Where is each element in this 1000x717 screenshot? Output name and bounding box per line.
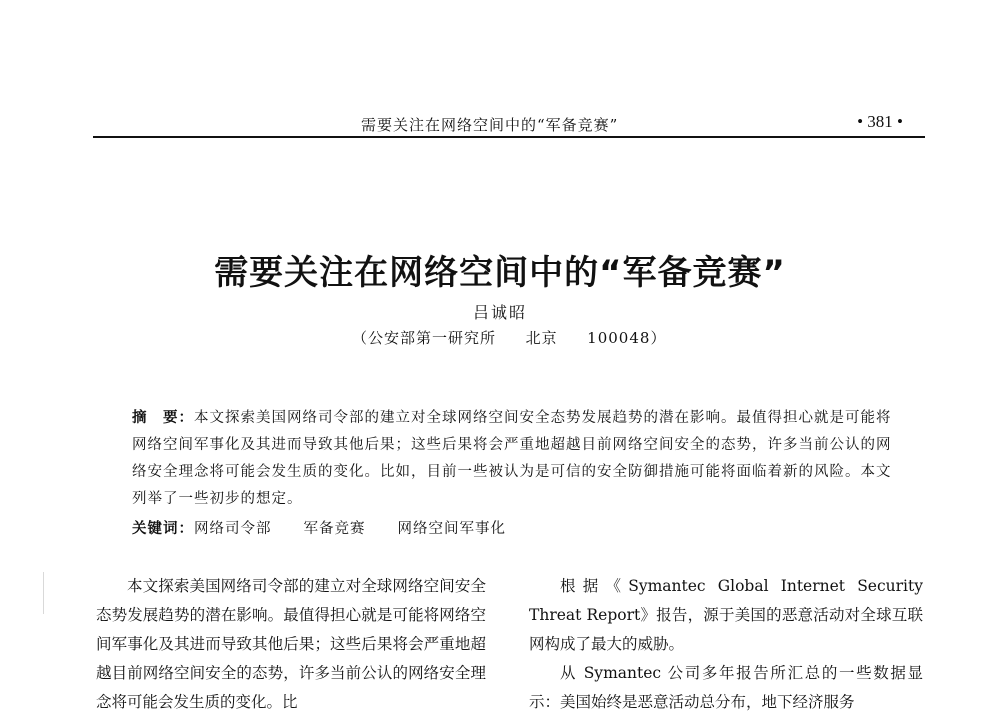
affiliation-city: 北京 [525,329,558,347]
affiliation-postal-code: 100048 [587,329,651,347]
keyword-arms-race: 军备竞赛 [303,521,366,537]
abstract-text: 本文探索美国网络司令部的建立对全球网络空间安全态势发展趋势的潜在影响。最值得担心就是可能将网络空间军事化及其进而导致其他后果；这些后果将会严重地超越目前网络空间安全的态势，许多当前公认的网络安全理念将可能会发生质的变化。比如，目前一些被认为是可信的安全防御措施可能将面临着新的风险。本文列举了一些初步的想定。 [132,410,892,507]
running-header [93,108,925,138]
affiliation-close-paren: ） [650,329,667,347]
keywords [132,517,538,538]
scan-margin-mark [43,572,44,614]
affiliation-open-paren: （ [352,329,369,347]
right-body-paragraph-report: 根据《Symantec Global Internet Security Threat Report》报告，源于美国的恶意活动对全球互联网构成了最大的威胁。 [529,577,923,653]
page-number: • 381 • [857,112,903,131]
running-title: 需要关注在网络空间中的“军备竞赛” [361,116,619,134]
author-affiliation [352,327,666,348]
author-name: 吕诚昭 [472,303,527,322]
keyword-cyberspace-militarization: 网络空间军事化 [397,521,506,537]
left-column [96,572,486,717]
abstract [132,405,892,513]
affiliation-organization: 公安部第一研究所 [368,329,497,347]
abstract-label: 摘 要： [132,410,194,426]
keyword-cyber-command: 网络司令部 [194,521,272,537]
article-title: 需要关注在网络空间中的“军备竞赛” [214,252,786,293]
left-body-paragraph: 本文探索美国网络司令部的建立对全球网络空间安全态势发展趋势的潜在影响。最值得担心就是可能将网络空间军事化及其进而导致其他后果；这些后果将会严重地超越目前网络空间安全的态势，许多当前公认的网络安全理念将可能会发生质的变化。比 [96,577,486,711]
right-body-paragraph-data: 从 Symantec 公司多年报告所汇总的一些数据显示：美国始终是恶意活动总分布，地下经济服务 [529,664,923,711]
right-column [529,572,923,717]
keywords-label: 关键词： [132,521,194,537]
